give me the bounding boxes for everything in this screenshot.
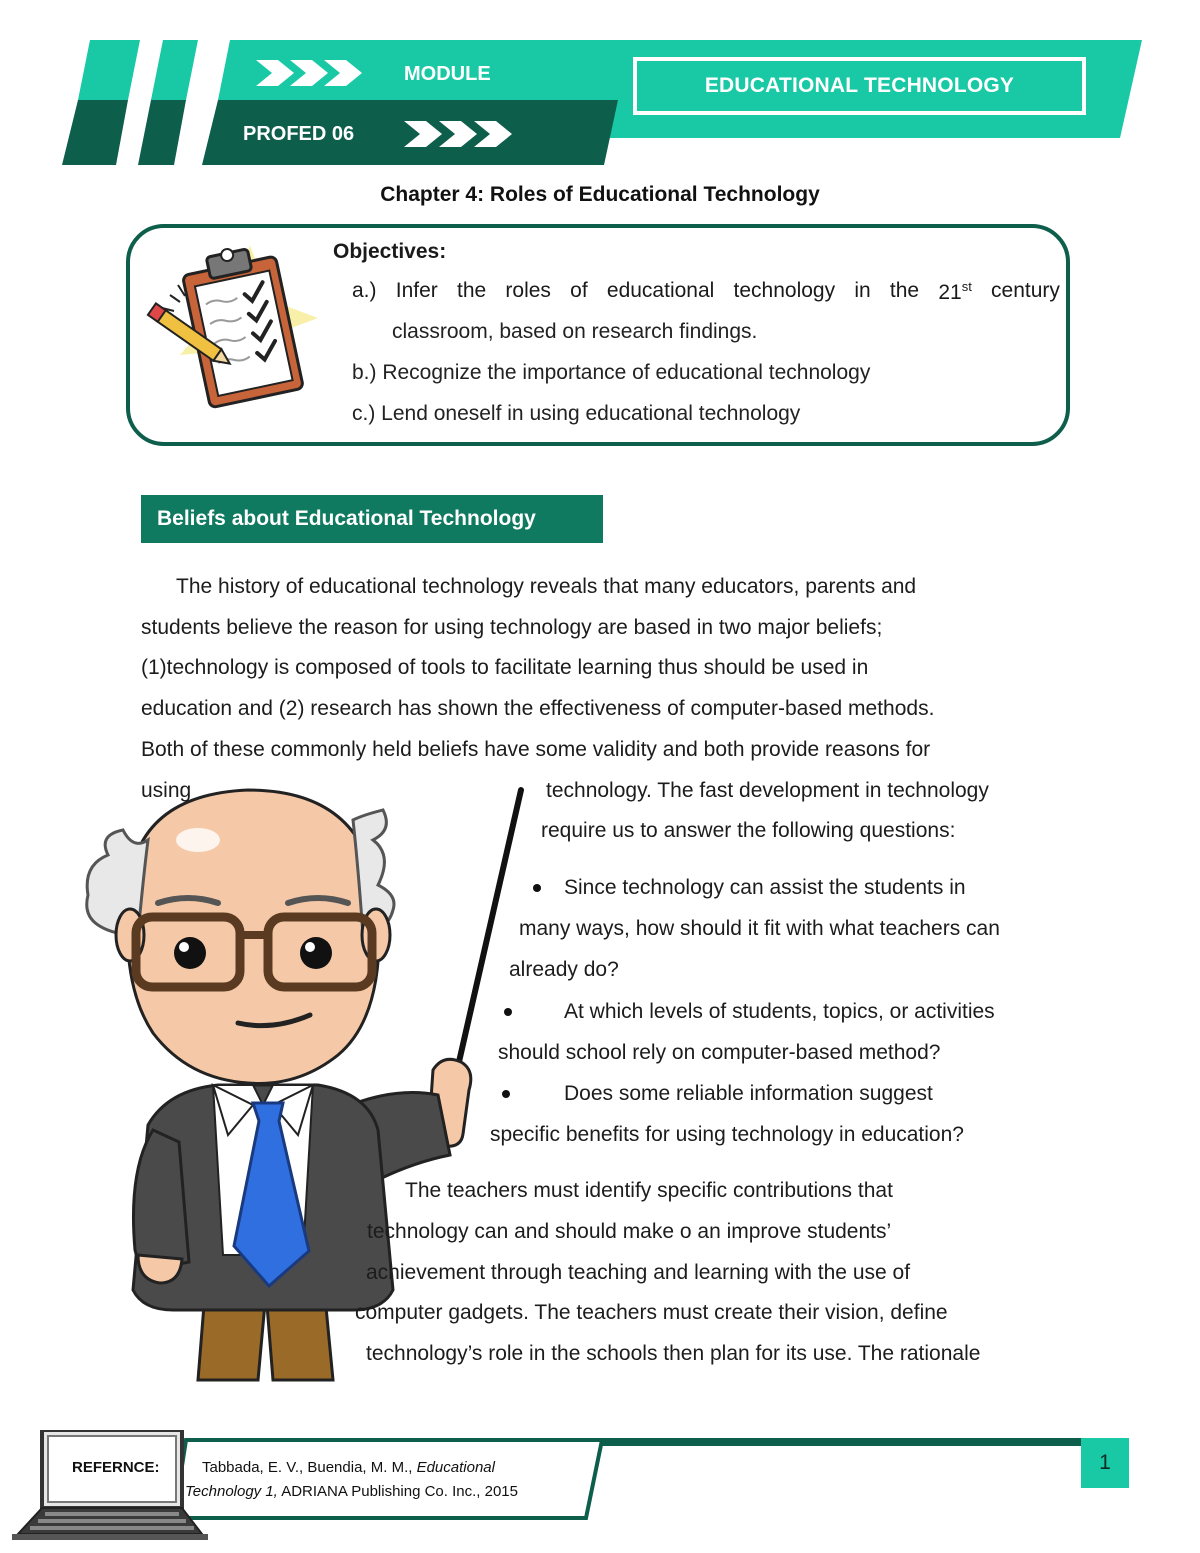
objective-a-word: Infer (395, 279, 438, 302)
bullet-icon (533, 884, 541, 892)
reference-title-part2: Technology 1, (185, 1483, 278, 1500)
paragraph-line: (1)technology is composed of tools to facilitate learning thus should be used in (141, 656, 869, 679)
paragraph-line: The teachers must identify specific contributions that (405, 1179, 893, 1202)
paragraph-line: using (141, 779, 192, 802)
objective-a-word: century (991, 279, 1060, 302)
objective-b: b.) Recognize the importance of educational technology (352, 361, 871, 384)
section-heading-box (141, 495, 603, 543)
objective-a-line (352, 279, 1060, 305)
subject-title: EDUCATIONAL TECHNOLOGY (704, 74, 1015, 97)
objective-a-word: the (889, 279, 920, 302)
paragraph-line: Both of these commonly held beliefs have some validity and both provide reasons for (141, 738, 931, 761)
paragraph-line: The history of educational technology reveals that many educators, parents and (176, 575, 917, 598)
objective-a-word: in (854, 279, 871, 302)
question-line: At which levels of students, topics, or activities (564, 1000, 995, 1023)
objective-a-word: 21st (938, 279, 972, 304)
chapter-title: Chapter 4: Roles of Educational Technology (380, 183, 820, 206)
bullet-icon (502, 1090, 510, 1098)
course-code: PROFED 06 (243, 123, 355, 145)
clipboard-checklist-icon (140, 240, 325, 415)
objective-c: c.) Lend oneself in using educational technology (352, 402, 801, 425)
reference-line-1 (202, 1459, 495, 1476)
module-label: MODULE (404, 63, 491, 85)
objective-a-word: educational (606, 279, 715, 302)
question-line: Since technology can assist the students in (564, 876, 966, 899)
question-line: many ways, how should it fit with what teachers can (519, 917, 1000, 940)
objective-a-word: roles (505, 279, 551, 302)
reference-title-part1: Educational (416, 1459, 495, 1476)
paragraph-line: students believe the reason for using technology are based in two major beliefs; (141, 616, 883, 639)
paragraph-line: technology can and should make o an improve students’ (367, 1220, 892, 1243)
objective-a-continued: classroom, based on research findings. (392, 320, 758, 343)
question-line: Does some reliable information suggest (564, 1082, 933, 1105)
objective-a-word: the (456, 279, 487, 302)
objective-a-word: of (570, 279, 588, 302)
subject-title-box (633, 57, 1086, 115)
footer-banner (0, 1430, 1200, 1553)
paragraph-line: computer gadgets. The teachers must create their vision, define (355, 1301, 948, 1324)
objective-a-word: technology (733, 279, 836, 302)
reference-authors: Tabbada, E. V., Buendia, M. M., (202, 1459, 417, 1476)
objective-a-word: a.) (352, 279, 377, 302)
reference-label: REFERNCE: (72, 1459, 160, 1476)
page-number-box (1081, 1438, 1129, 1488)
reference-line-2 (185, 1483, 518, 1500)
question-line: already do? (509, 958, 619, 981)
section-heading: Beliefs about Educational Technology (157, 507, 536, 530)
paragraph-line: technology’s role in the schools then plan for its use. The rationale (366, 1342, 981, 1365)
bullet-icon (504, 1008, 512, 1016)
question-line: specific benefits for using technology in education? (490, 1123, 964, 1146)
paragraph-line: require us to answer the following questions: (541, 819, 956, 842)
teacher-pointing-illustration (78, 785, 528, 1390)
paragraph-line: achievement through teaching and learning with the use of (366, 1261, 911, 1284)
question-line: should school rely on computer-based method? (498, 1041, 941, 1064)
objectives-title: Objectives: (333, 240, 447, 263)
page-number: 1 (1099, 1451, 1111, 1474)
paragraph-line: technology. The fast development in technology (546, 779, 989, 802)
paragraph-line: education and (2) research has shown the effectiveness of computer-based methods. (141, 697, 935, 720)
reference-publisher: ADRIANA Publishing Co. Inc., 2015 (277, 1483, 518, 1500)
